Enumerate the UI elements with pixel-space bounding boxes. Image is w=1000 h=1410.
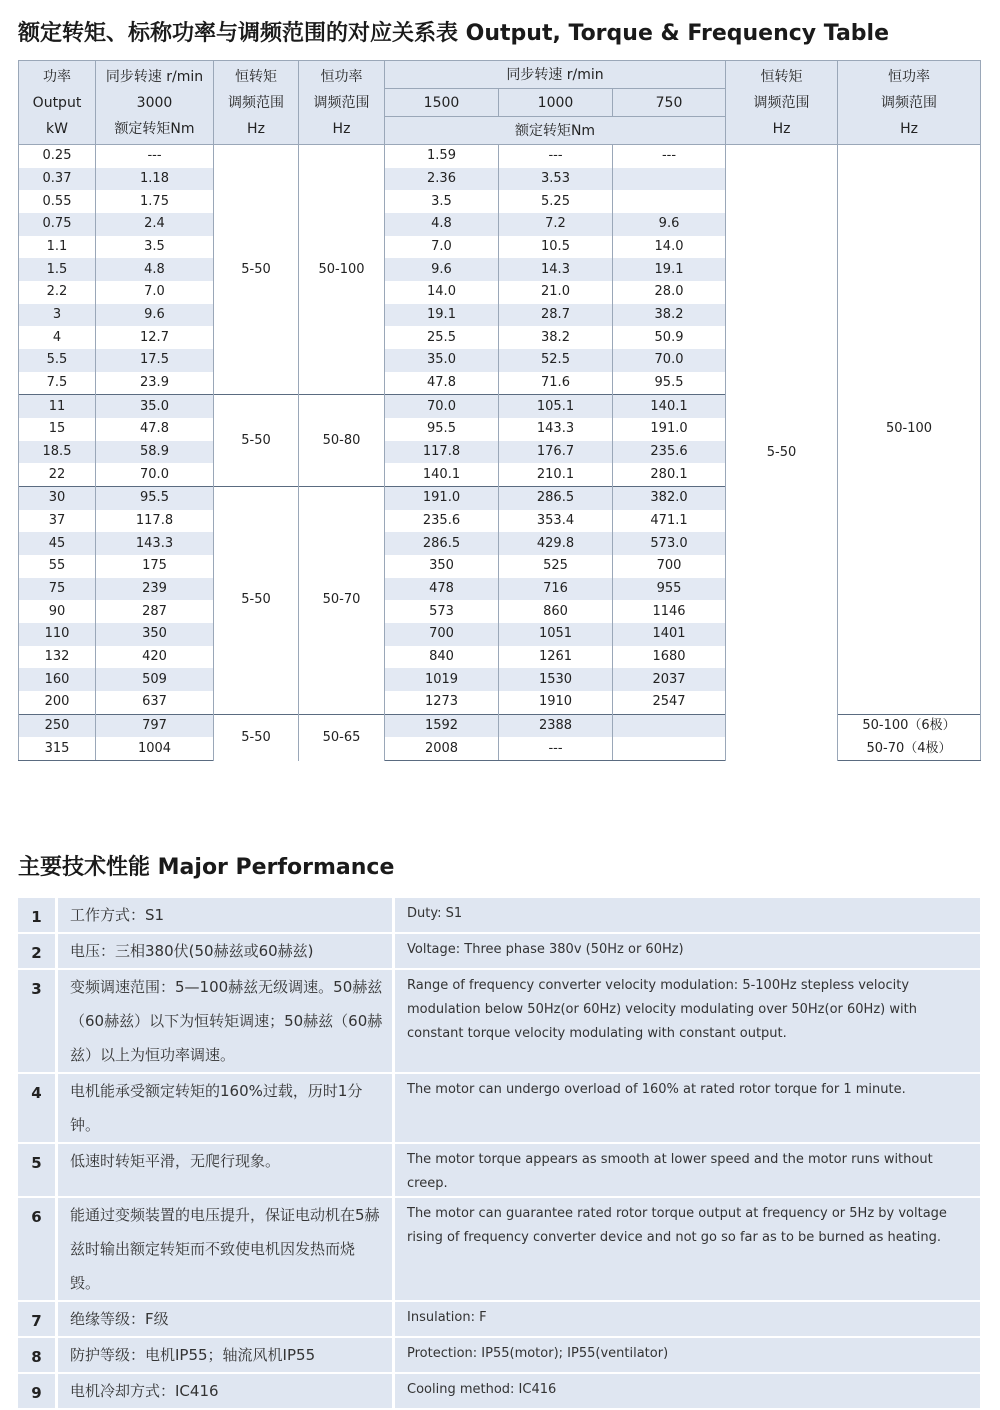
- torque-750-cell: 95.5: [613, 372, 726, 395]
- performance-number: 4: [18, 1074, 58, 1142]
- torque-3000-cell: 58.9: [96, 441, 214, 464]
- torque-1500-cell: 7.0: [385, 236, 499, 259]
- constant-torque-range-cell: 5-50: [214, 487, 299, 715]
- performance-chinese-text: 工作方式：S1: [58, 898, 395, 932]
- torque-3000-cell: 3.5: [96, 236, 214, 259]
- output-kw-cell: 22: [19, 463, 96, 486]
- performance-row: [18, 1374, 980, 1408]
- torque-1500-cell: 47.8: [385, 372, 499, 395]
- performance-number: 9: [18, 1374, 58, 1408]
- constant-torque-range-cell: 5-50: [214, 714, 299, 760]
- torque-3000-cell: 637: [96, 691, 214, 714]
- torque-3000-cell: 12.7: [96, 326, 214, 349]
- torque-3000-cell: 70.0: [96, 463, 214, 486]
- output-kw-cell: 75: [19, 578, 96, 601]
- performance-row: [18, 934, 980, 968]
- torque-1500-cell: 35.0: [385, 349, 499, 372]
- performance-english-text: Voltage: Three phase 380v (50Hz or 60Hz): [395, 934, 980, 968]
- output-kw-cell: 15: [19, 418, 96, 441]
- performance-chinese-text: 电机冷却方式：IC416: [58, 1374, 395, 1408]
- output-kw-cell: 45: [19, 532, 96, 555]
- output-kw-cell: 7.5: [19, 372, 96, 395]
- torque-1000-cell: 286.5: [499, 487, 613, 510]
- performance-row: [18, 1144, 980, 1196]
- table-title: 额定转矩、标称功率与调频范围的对应关系表 Output, Torque & Frequency Table: [18, 21, 890, 46]
- output-kw-cell: 3: [19, 304, 96, 327]
- output-kw-cell: 0.55: [19, 190, 96, 213]
- torque-3000-cell: 23.9: [96, 372, 214, 395]
- torque-750-cell: 28.0: [613, 281, 726, 304]
- torque-750-cell: 1146: [613, 600, 726, 623]
- performance-english-text: The motor can guarantee rated rotor torque output at frequency or 5Hz by voltage rising of frequency converter device and not go so far as to be burned as heating.: [395, 1198, 980, 1300]
- torque-750-cell: 382.0: [613, 487, 726, 510]
- torque-1500-cell: 840: [385, 646, 499, 669]
- torque-3000-cell: 95.5: [96, 487, 214, 510]
- torque-750-cell: [613, 190, 726, 213]
- torque-3000-cell: 1.18: [96, 168, 214, 191]
- torque-1500-cell: 286.5: [385, 532, 499, 555]
- torque-1000-cell: 353.4: [499, 510, 613, 533]
- torque-1500-cell: 1273: [385, 691, 499, 714]
- torque-1000-cell: 1910: [499, 691, 613, 714]
- output-kw-cell: 30: [19, 487, 96, 510]
- torque-1000-cell: 3.53: [499, 168, 613, 191]
- torque-1000-cell: 10.5: [499, 236, 613, 259]
- output-kw-cell: 55: [19, 555, 96, 578]
- right-constant-torque-range-cell: 5-50: [726, 145, 838, 761]
- output-kw-cell: 4: [19, 326, 96, 349]
- performance-chinese-text: 绝缘等级：F级: [58, 1302, 395, 1336]
- performance-row: [18, 1198, 980, 1300]
- torque-1500-cell: 3.5: [385, 190, 499, 213]
- performance-number: 5: [18, 1144, 58, 1196]
- performance-number: 7: [18, 1302, 58, 1336]
- output-kw-cell: 5.5: [19, 349, 96, 372]
- output-kw-cell: 2.2: [19, 281, 96, 304]
- output-kw-cell: 0.25: [19, 145, 96, 168]
- header-rated-torque: 额定转矩Nm: [385, 117, 726, 145]
- constant-power-range-cell: 50-80: [299, 395, 385, 487]
- constant-power-range-cell: 50-70: [299, 487, 385, 715]
- torque-1500-cell: 25.5: [385, 326, 499, 349]
- torque-750-cell: 14.0: [613, 236, 726, 259]
- performance-english-text: Cooling method: IC416: [395, 1374, 980, 1408]
- torque-750-cell: 9.6: [613, 213, 726, 236]
- performance-table: [18, 896, 980, 1410]
- header-speed-1500: 1500: [385, 89, 499, 117]
- torque-1000-cell: 71.6: [499, 372, 613, 395]
- output-kw-cell: 37: [19, 510, 96, 533]
- torque-1500-cell: 70.0: [385, 395, 499, 418]
- torque-3000-cell: 1.75: [96, 190, 214, 213]
- torque-1000-cell: 1261: [499, 646, 613, 669]
- output-kw-cell: 1.5: [19, 258, 96, 281]
- torque-1000-cell: 28.7: [499, 304, 613, 327]
- torque-3000-cell: ---: [96, 145, 214, 168]
- torque-1000-cell: 38.2: [499, 326, 613, 349]
- performance-number: 8: [18, 1338, 58, 1372]
- performance-chinese-text: 变频调速范围：5—100赫兹无级调速。50赫兹（60赫兹）以下为恒转矩调速；50赫兹（60赫兹）以上为恒功率调速。: [58, 970, 395, 1072]
- torque-1500-cell: 1.59: [385, 145, 499, 168]
- performance-chinese-text: 电机能承受额定转矩的160%过载，历时1分钟。: [58, 1074, 395, 1142]
- torque-750-cell: 280.1: [613, 463, 726, 486]
- constant-torque-range-cell: 5-50: [214, 145, 299, 395]
- torque-750-cell: 955: [613, 578, 726, 601]
- torque-750-cell: [613, 714, 726, 737]
- torque-1500-cell: 573: [385, 600, 499, 623]
- torque-750-cell: 191.0: [613, 418, 726, 441]
- torque-750-cell: [613, 737, 726, 760]
- torque-1000-cell: 2388: [499, 714, 613, 737]
- output-kw-cell: 0.75: [19, 213, 96, 236]
- torque-1500-cell: 14.0: [385, 281, 499, 304]
- right-constant-power-range-cell: 50-100: [838, 145, 981, 715]
- torque-1500-cell: 478: [385, 578, 499, 601]
- torque-1000-cell: 14.3: [499, 258, 613, 281]
- output-kw-cell: 315: [19, 737, 96, 760]
- torque-750-cell: 19.1: [613, 258, 726, 281]
- torque-1000-cell: 176.7: [499, 441, 613, 464]
- torque-3000-cell: 1004: [96, 737, 214, 760]
- torque-3000-cell: 7.0: [96, 281, 214, 304]
- torque-1500-cell: 700: [385, 623, 499, 646]
- torque-3000-cell: 2.4: [96, 213, 214, 236]
- output-kw-cell: 250: [19, 714, 96, 737]
- torque-1500-cell: 235.6: [385, 510, 499, 533]
- performance-chinese-text: 电压：三相380伏(50赫兹或60赫兹): [58, 934, 395, 968]
- torque-1000-cell: 52.5: [499, 349, 613, 372]
- torque-750-cell: 70.0: [613, 349, 726, 372]
- torque-1000-cell: ---: [499, 737, 613, 760]
- constant-power-range-cell: 50-65: [299, 714, 385, 760]
- header-speed-750: 750: [613, 89, 726, 117]
- output-torque-frequency-table: [18, 60, 981, 761]
- torque-1000-cell: 429.8: [499, 532, 613, 555]
- header-constant-torque-range: 恒转矩 调频范围 Hz: [214, 61, 299, 145]
- performance-number: 3: [18, 970, 58, 1072]
- torque-3000-cell: 420: [96, 646, 214, 669]
- header-speed-1000: 1000: [499, 89, 613, 117]
- torque-3000-cell: 117.8: [96, 510, 214, 533]
- performance-english-text: Duty: S1: [395, 898, 980, 932]
- performance-english-text: Protection: IP55(motor); IP55(ventilator): [395, 1338, 980, 1372]
- header-output: 功率 Output kW: [19, 61, 96, 145]
- torque-750-cell: 38.2: [613, 304, 726, 327]
- torque-3000-cell: 143.3: [96, 532, 214, 555]
- torque-3000-cell: 4.8: [96, 258, 214, 281]
- torque-750-cell: 700: [613, 555, 726, 578]
- performance-title: 主要技术性能 Major Performance: [18, 855, 395, 880]
- torque-3000-cell: 175: [96, 555, 214, 578]
- torque-1000-cell: 7.2: [499, 213, 613, 236]
- performance-number: 1: [18, 898, 58, 932]
- torque-3000-cell: 509: [96, 668, 214, 691]
- torque-1500-cell: 2.36: [385, 168, 499, 191]
- torque-750-cell: 2547: [613, 691, 726, 714]
- torque-1000-cell: 525: [499, 555, 613, 578]
- torque-1000-cell: 860: [499, 600, 613, 623]
- torque-1500-cell: 95.5: [385, 418, 499, 441]
- output-kw-cell: 200: [19, 691, 96, 714]
- performance-row: [18, 970, 980, 1072]
- performance-row: [18, 1338, 980, 1372]
- right-constant-power-6-pole-cell: 50-100（6极）: [838, 714, 981, 737]
- performance-row: [18, 898, 980, 932]
- torque-3000-cell: 239: [96, 578, 214, 601]
- header-constant-power-range: 恒功率 调频范围 Hz: [299, 61, 385, 145]
- constant-torque-range-cell: 5-50: [214, 395, 299, 487]
- output-kw-cell: 90: [19, 600, 96, 623]
- torque-1000-cell: ---: [499, 145, 613, 168]
- performance-english-text: The motor can undergo overload of 160% at rated rotor torque for 1 minute.: [395, 1074, 980, 1142]
- torque-1000-cell: 21.0: [499, 281, 613, 304]
- output-kw-cell: 18.5: [19, 441, 96, 464]
- torque-3000-cell: 35.0: [96, 395, 214, 418]
- torque-1500-cell: 19.1: [385, 304, 499, 327]
- torque-1000-cell: 716: [499, 578, 613, 601]
- torque-750-cell: 50.9: [613, 326, 726, 349]
- performance-row: [18, 1074, 980, 1142]
- torque-1000-cell: 1051: [499, 623, 613, 646]
- torque-750-cell: 471.1: [613, 510, 726, 533]
- torque-1500-cell: 1592: [385, 714, 499, 737]
- header-sync-speed: 同步转速 r/min: [385, 61, 726, 89]
- output-kw-cell: 160: [19, 668, 96, 691]
- torque-1500-cell: 191.0: [385, 487, 499, 510]
- torque-1500-cell: 4.8: [385, 213, 499, 236]
- torque-750-cell: 2037: [613, 668, 726, 691]
- output-kw-cell: 0.37: [19, 168, 96, 191]
- torque-750-cell: 140.1: [613, 395, 726, 418]
- torque-1000-cell: 143.3: [499, 418, 613, 441]
- torque-3000-cell: 287: [96, 600, 214, 623]
- header-3000-rated-torque: 同步转速 r/min 3000 额定转矩Nm: [96, 61, 214, 145]
- performance-row: [18, 1302, 980, 1336]
- torque-1000-cell: 105.1: [499, 395, 613, 418]
- torque-1000-cell: 5.25: [499, 190, 613, 213]
- torque-1000-cell: 210.1: [499, 463, 613, 486]
- output-kw-cell: 11: [19, 395, 96, 418]
- torque-750-cell: ---: [613, 145, 726, 168]
- torque-750-cell: 573.0: [613, 532, 726, 555]
- table-row: [19, 145, 981, 168]
- torque-1000-cell: 1530: [499, 668, 613, 691]
- output-kw-cell: 1.1: [19, 236, 96, 259]
- output-kw-cell: 132: [19, 646, 96, 669]
- performance-number: 2: [18, 934, 58, 968]
- torque-1500-cell: 2008: [385, 737, 499, 760]
- performance-chinese-text: 低速时转矩平滑，无爬行现象。: [58, 1144, 395, 1196]
- constant-power-range-cell: 50-100: [299, 145, 385, 395]
- torque-1500-cell: 350: [385, 555, 499, 578]
- performance-chinese-text: 能通过变频装置的电压提升，保证电动机在5赫兹时输出额定转矩而不致使电机因发热而烧毁。: [58, 1198, 395, 1300]
- torque-750-cell: [613, 168, 726, 191]
- right-constant-power-4-pole-cell: 50-70（4极）: [838, 737, 981, 760]
- torque-3000-cell: 17.5: [96, 349, 214, 372]
- output-kw-cell: 110: [19, 623, 96, 646]
- torque-750-cell: 1680: [613, 646, 726, 669]
- performance-chinese-text: 防护等级：电机IP55；轴流风机IP55: [58, 1338, 395, 1372]
- performance-english-text: Range of frequency converter velocity modulation: 5-100Hz stepless velocity modulation below 50Hz(or 60Hz) velocity modulating over 50Hz(or 60Hz) with constant torque velocity modulating with constant output.: [395, 970, 980, 1072]
- torque-750-cell: 235.6: [613, 441, 726, 464]
- torque-750-cell: 1401: [613, 623, 726, 646]
- torque-1500-cell: 1019: [385, 668, 499, 691]
- performance-number: 6: [18, 1198, 58, 1300]
- torque-1500-cell: 140.1: [385, 463, 499, 486]
- header-constant-torque-range-right: 恒转矩 调频范围 Hz: [726, 61, 838, 145]
- torque-3000-cell: 47.8: [96, 418, 214, 441]
- torque-3000-cell: 797: [96, 714, 214, 737]
- performance-english-text: The motor torque appears as smooth at lower speed and the motor runs without creep.: [395, 1144, 980, 1196]
- header-constant-power-range-right: 恒功率 调频范围 Hz: [838, 61, 981, 145]
- torque-3000-cell: 350: [96, 623, 214, 646]
- torque-1500-cell: 9.6: [385, 258, 499, 281]
- torque-1500-cell: 117.8: [385, 441, 499, 464]
- torque-3000-cell: 9.6: [96, 304, 214, 327]
- performance-english-text: Insulation: F: [395, 1302, 980, 1336]
